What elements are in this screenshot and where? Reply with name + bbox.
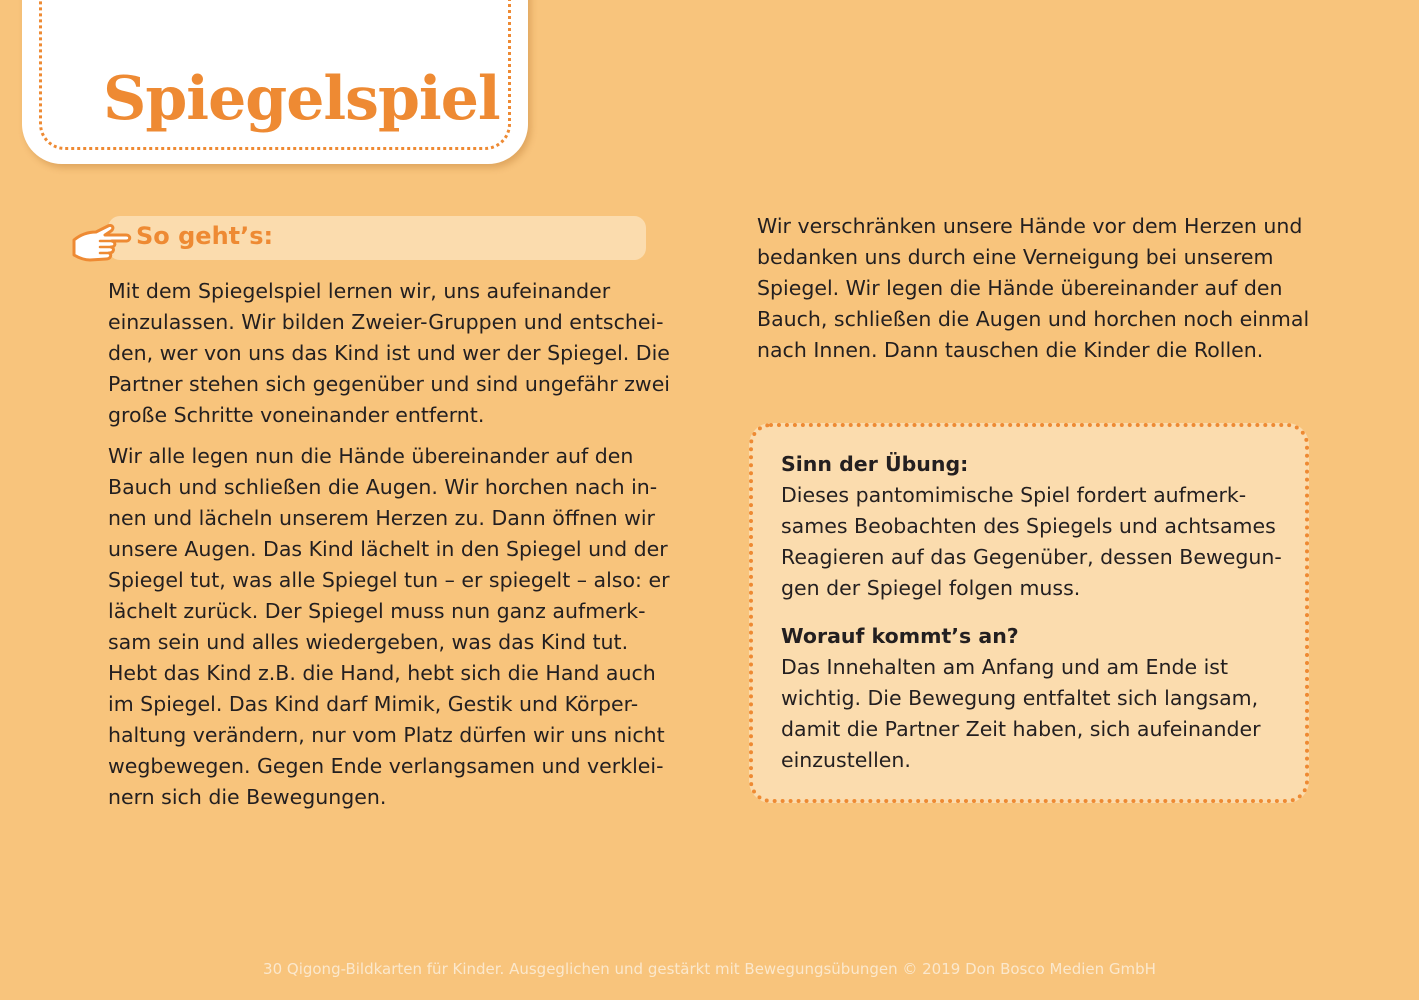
page-title: Spiegelspiel — [103, 64, 500, 134]
instructions-right — [757, 211, 1332, 366]
pointing-hand-icon — [70, 222, 132, 266]
info-box — [749, 423, 1309, 803]
info-heading-purpose: Sinn der Übung: — [781, 452, 969, 476]
info-text-purpose: Dieses pantomimische Spiel fordert aufmerk-sames Beobachten des Spiegels und achtsames Reagieren auf das Gegenüber, dessen Bewegun-gen der Spiegel folgen muss. — [781, 483, 1282, 600]
paragraph: Wir alle legen nun die Hände übereinander auf den Bauch und schließen die Augen. Wir horchen nach in-nen und lächeln unserem Herzen zu. Dann öffnen wir unsere Augen. Das Kind lächelt in den Spiegel und der Spiegel tut, was alle Spiegel tun – er spiegelt – also: er lächelt zurück. Der Spiegel muss nun ganz aufmerk-sam sein und alles wiedergeben, was das Kind tut. Hebt das Kind z.B. die Hand, hebt sich die Hand auch im Spiegel. Das Kind darf Mimik, Gestik und Körper-haltung verändern, nur vom Platz dürfen wir uns nicht wegbewegen. Gegen Ende verlangsamen und verklei-nern sich die Bewegungen. — [108, 444, 670, 809]
howto-label: So geht’s: — [136, 222, 274, 250]
instructions-left — [108, 276, 676, 823]
info-text-focus: Das Innehalten am Anfang und am Ende ist wichtig. Die Bewegung entfaltet sich langsam, damit die Partner Zeit haben, sich aufeinander einzustellen. — [781, 655, 1261, 772]
info-heading-focus: Worauf kommt’s an? — [781, 624, 1019, 648]
paragraph: Mit dem Spiegelspiel lernen wir, uns aufeinander einzulassen. Wir bilden Zweier-Gruppen und entschei-den, wer von uns das Kind ist und wer der Spiegel. Die Partner stehen sich gegenüber und sind ungefähr zwei große Schritte voneinander entfernt. — [108, 279, 670, 427]
footer-copyright: 30 Qigong-Bildkarten für Kinder. Ausgeglichen und gestärkt mit Bewegungsübungen © 2019 Don Bosco Medien GmbH — [263, 960, 1156, 978]
paragraph: Wir verschränken unsere Hände vor dem Herzen und bedanken uns durch eine Verneigung bei unserem Spiegel. Wir legen die Hände übereinander auf den Bauch, schließen die Augen und horchen noch einmal nach Innen. Dann tauschen die Kinder die Rollen. — [757, 214, 1310, 362]
